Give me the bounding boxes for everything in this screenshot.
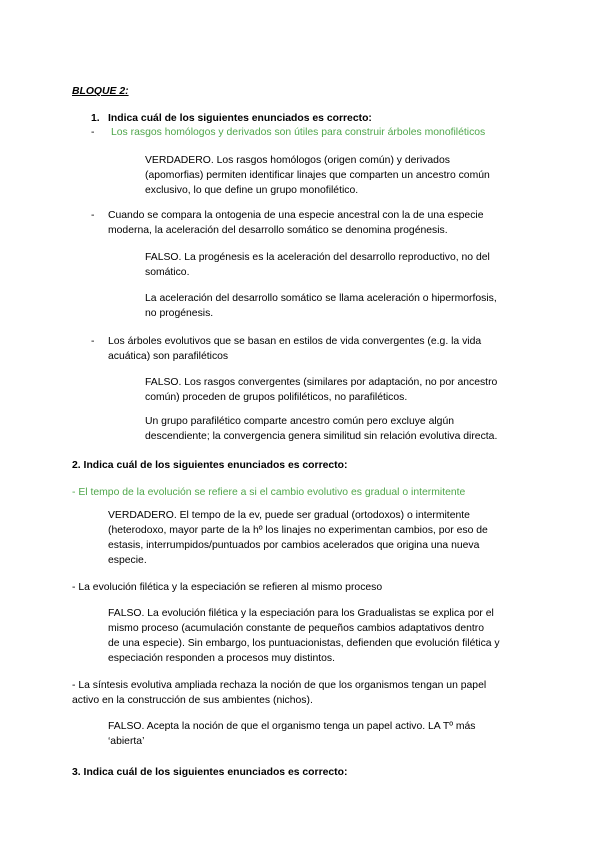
q2-opt1-explanation [108,508,528,568]
explanation-line: FALSO. Acepta la noción de que el organismo tenga un papel activo. LA Tº más [108,721,476,732]
q1-opt2-explanation-1 [145,250,545,280]
explanation-line: La aceleración del desarrollo somático se llama aceleración o hipermorfosis, [145,293,497,304]
explanation-line: mismo proceso (acumulación constante de pequeños cambios adaptativos dentro [108,623,485,634]
q1-opt1-explanation [145,153,545,198]
block-title: BLOQUE 2: [72,86,129,97]
q1-opt3-explanation-1 [145,375,545,405]
q2-opt1-text: - El tempo de la evolución se refiere a si el cambio evolutivo es gradual o intermitente [72,487,466,498]
q1-opt1-text: Los rasgos homólogos y derivados son útiles para construir árboles monofiléticos [111,127,486,138]
explanation-line: FALSO. La evolución filética y la especiación para los Gradualistas se explica por el [108,608,494,619]
q2-opt3-explanation [108,719,528,749]
explanation-line: (heterodoxo, mayor parte de la hº los linajes no experimentan cambios, por eso de [108,525,488,536]
explanation-line: VERDADERO. El tempo de la ev, puede ser gradual (ortodoxos) o intermitente [108,510,470,521]
explanation-line: VERDADERO. Los rasgos homólogos (origen común) y derivados [145,155,450,166]
explanation-line: descendiente; la convergencia genera similitud sin relación evolutiva directa. [145,431,498,442]
explanation-line: común) proceden de grupos polifiléticos, no parafiléticos. [145,392,408,403]
option-line: acuática) son parafiléticos [108,351,229,362]
q1-opt3-text [108,334,528,364]
explanation-line: FALSO. La progénesis es la aceleración del desarrollo reproductivo, no del [145,252,490,263]
explanation-line: de una especie). Sin embargo, los puntuacionistas, defienden que evolución filética y [108,638,500,649]
q1-opt2-bullet: - [91,210,95,221]
q1-opt1-bullet: - [91,127,95,138]
option-line: Cuando se compara la ontogenia de una especie ancestral con la de una especie [108,210,484,221]
option-line: moderna, la aceleración del desarrollo somático se denomina progénesis. [108,225,448,236]
explanation-line: ‘abierta’ [108,736,145,747]
explanation-line: estasis, interrumpidos/puntuados por cambios acelerados que origina una nueva [108,540,480,551]
q2-opt2-explanation [108,606,528,666]
option-line: activo en la construcción de sus ambientes (nichos). [72,695,313,706]
q2-opt3-text [72,678,532,708]
q3-heading: 3. Indica cuál de los siguientes enunciados es correcto: [72,767,348,778]
q2-heading: 2. Indica cuál de los siguientes enunciados es correcto: [72,460,348,471]
q1-opt2-explanation-2 [145,291,545,321]
q1-number: 1. [91,113,100,124]
explanation-line: especie. [108,555,147,566]
q1-opt3-bullet: - [91,336,95,347]
explanation-line: Un grupo parafilético comparte ancestro común pero excluye algún [145,416,455,427]
q1-heading: Indica cuál de los siguientes enunciados es correcto: [108,113,372,124]
explanation-line: especiación responden a procesos muy distintos. [108,653,335,664]
explanation-line: no progénesis. [145,308,214,319]
q1-opt3-explanation-2 [145,414,555,444]
q2-opt2-text: - La evolución filética y la especiación se refieren al mismo proceso [72,582,383,593]
option-line: Los árboles evolutivos que se basan en estilos de vida convergentes (e.g. la vida [108,336,482,347]
explanation-line: exclusivo, lo que define un grupo monofilético. [145,185,359,196]
explanation-line: FALSO. Los rasgos convergentes (similares por adaptación, no por ancestro [145,377,498,388]
explanation-line: (apomorfias) permiten identificar linajes que comparten un ancestro común [145,170,490,181]
option-line: - La síntesis evolutiva ampliada rechaza la noción de que los organismos tengan un papel [72,680,487,691]
q1-opt2-text [108,208,528,238]
explanation-line: somático. [145,267,190,278]
